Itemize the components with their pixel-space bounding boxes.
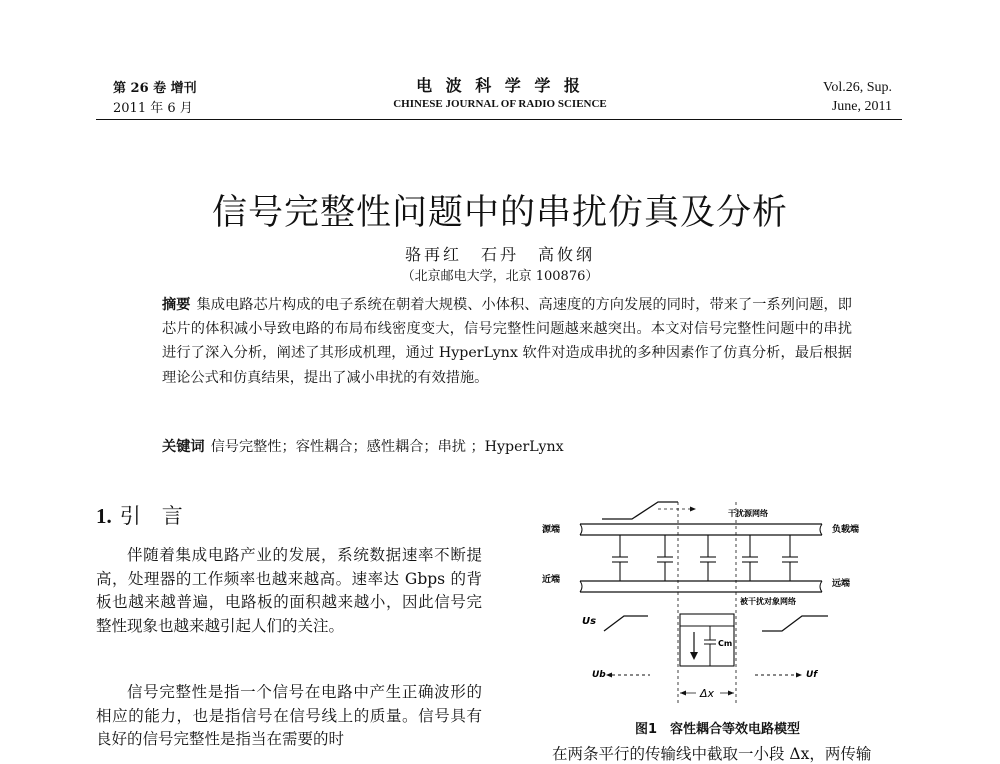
label-near: 近端 — [542, 575, 561, 585]
abstract-label: 摘要 — [162, 297, 191, 313]
header-journal-cn: 电 波 科 学 学 报 — [416, 76, 584, 95]
ub-arrowhead — [606, 673, 612, 678]
aggressor-waveform — [602, 502, 678, 519]
label-us: Us — [582, 616, 597, 627]
keywords — [162, 436, 564, 456]
dx-arrow-left — [680, 691, 686, 696]
label-cm: Cm — [718, 639, 733, 648]
dx-arrow-right — [728, 691, 734, 696]
section-heading — [96, 500, 183, 530]
header-volume-cn: 第 26 卷 增刊 — [113, 81, 197, 96]
paper-title: 信号完整性问题中的串扰仿真及分析 — [211, 193, 788, 233]
section-title: 引 言 — [119, 504, 183, 528]
body-paragraph-2: 信号完整性是指一个信号在电路中产生正确波形的相应的能力，也是指信号在信号线上的质量。信号具有良好的信号完整性是指当在需要的时 — [96, 683, 482, 748]
aggressor-arrowhead — [690, 507, 696, 512]
label-victim-net: 被干扰对象网络 — [740, 597, 796, 606]
paper-authors: 骆再红 石丹 高攸纲 — [404, 245, 595, 264]
label-aggressor-net: 干扰源网络 — [728, 509, 768, 518]
label-far: 远端 — [832, 579, 851, 589]
keywords-label: 关键词 — [162, 439, 205, 455]
section-number: 1. — [96, 504, 112, 528]
keywords-text: 信号完整性；容性耦合；感性耦合；串扰 ；HyperLynx — [210, 439, 564, 455]
header-rule — [96, 119, 902, 120]
victim-waveform — [762, 616, 828, 631]
victim-end-right — [820, 581, 822, 592]
label-load: 负载端 — [832, 525, 860, 535]
aggressor-end-right — [820, 524, 822, 535]
paper-affiliation: （北京邮电大学，北京 100876） — [401, 269, 599, 284]
label-dx: Δx — [699, 687, 715, 700]
abstract-text: 集成电路芯片构成的电子系统在朝着大规模、小体积、高速度的方向发展的同时，带来了一系列问题，即芯片的体积减小导致电路的布局布线密度变大，信号完整性问题越来越突出。本文对信号完整性问题中的串扰进行了深入分析，阐述了其形成机理，通过 HyperLynx 软件对造成串扰的多种因素作了仿真分析，最后根据理论公式和仿真结果，提出了减小串扰的有效措施。 — [162, 297, 852, 386]
us-waveform — [604, 616, 648, 631]
body-paragraph-1: 伴随着集成电路产业的发展，系统数据速率不断提高，处理器的工作频率也越来越高。速率达 Gbps 的背板也越来越普遍，电路板的面积越来越小，因此信号完整性现象也越来越引起人们的关注。 — [96, 546, 482, 635]
header-volume-en: Vol.26, Sup. — [823, 80, 892, 95]
uf-arrowhead — [796, 673, 802, 678]
label-source: 源端 — [542, 525, 561, 535]
coupling-capacitors — [612, 535, 798, 581]
figure-capacitive-coupling — [540, 494, 895, 719]
header-date-en: June, 2011 — [831, 99, 892, 114]
current-arrow-head — [690, 652, 698, 660]
victim-end-left — [580, 581, 582, 592]
header-date-cn: 2011 年 6 月 — [113, 101, 193, 116]
aggressor-end-left — [580, 524, 582, 535]
header-journal-en: CHINESE JOURNAL OF RADIO SCIENCE — [393, 98, 607, 110]
abstract — [162, 293, 852, 390]
label-uf: Uf — [806, 670, 818, 680]
right-column-text: 在两条平行的传输线中截取一小段 Δx，两传输 — [552, 745, 872, 763]
figure-caption: 图1 容性耦合等效电路模型 — [634, 722, 801, 737]
label-ub: Ub — [592, 670, 606, 680]
